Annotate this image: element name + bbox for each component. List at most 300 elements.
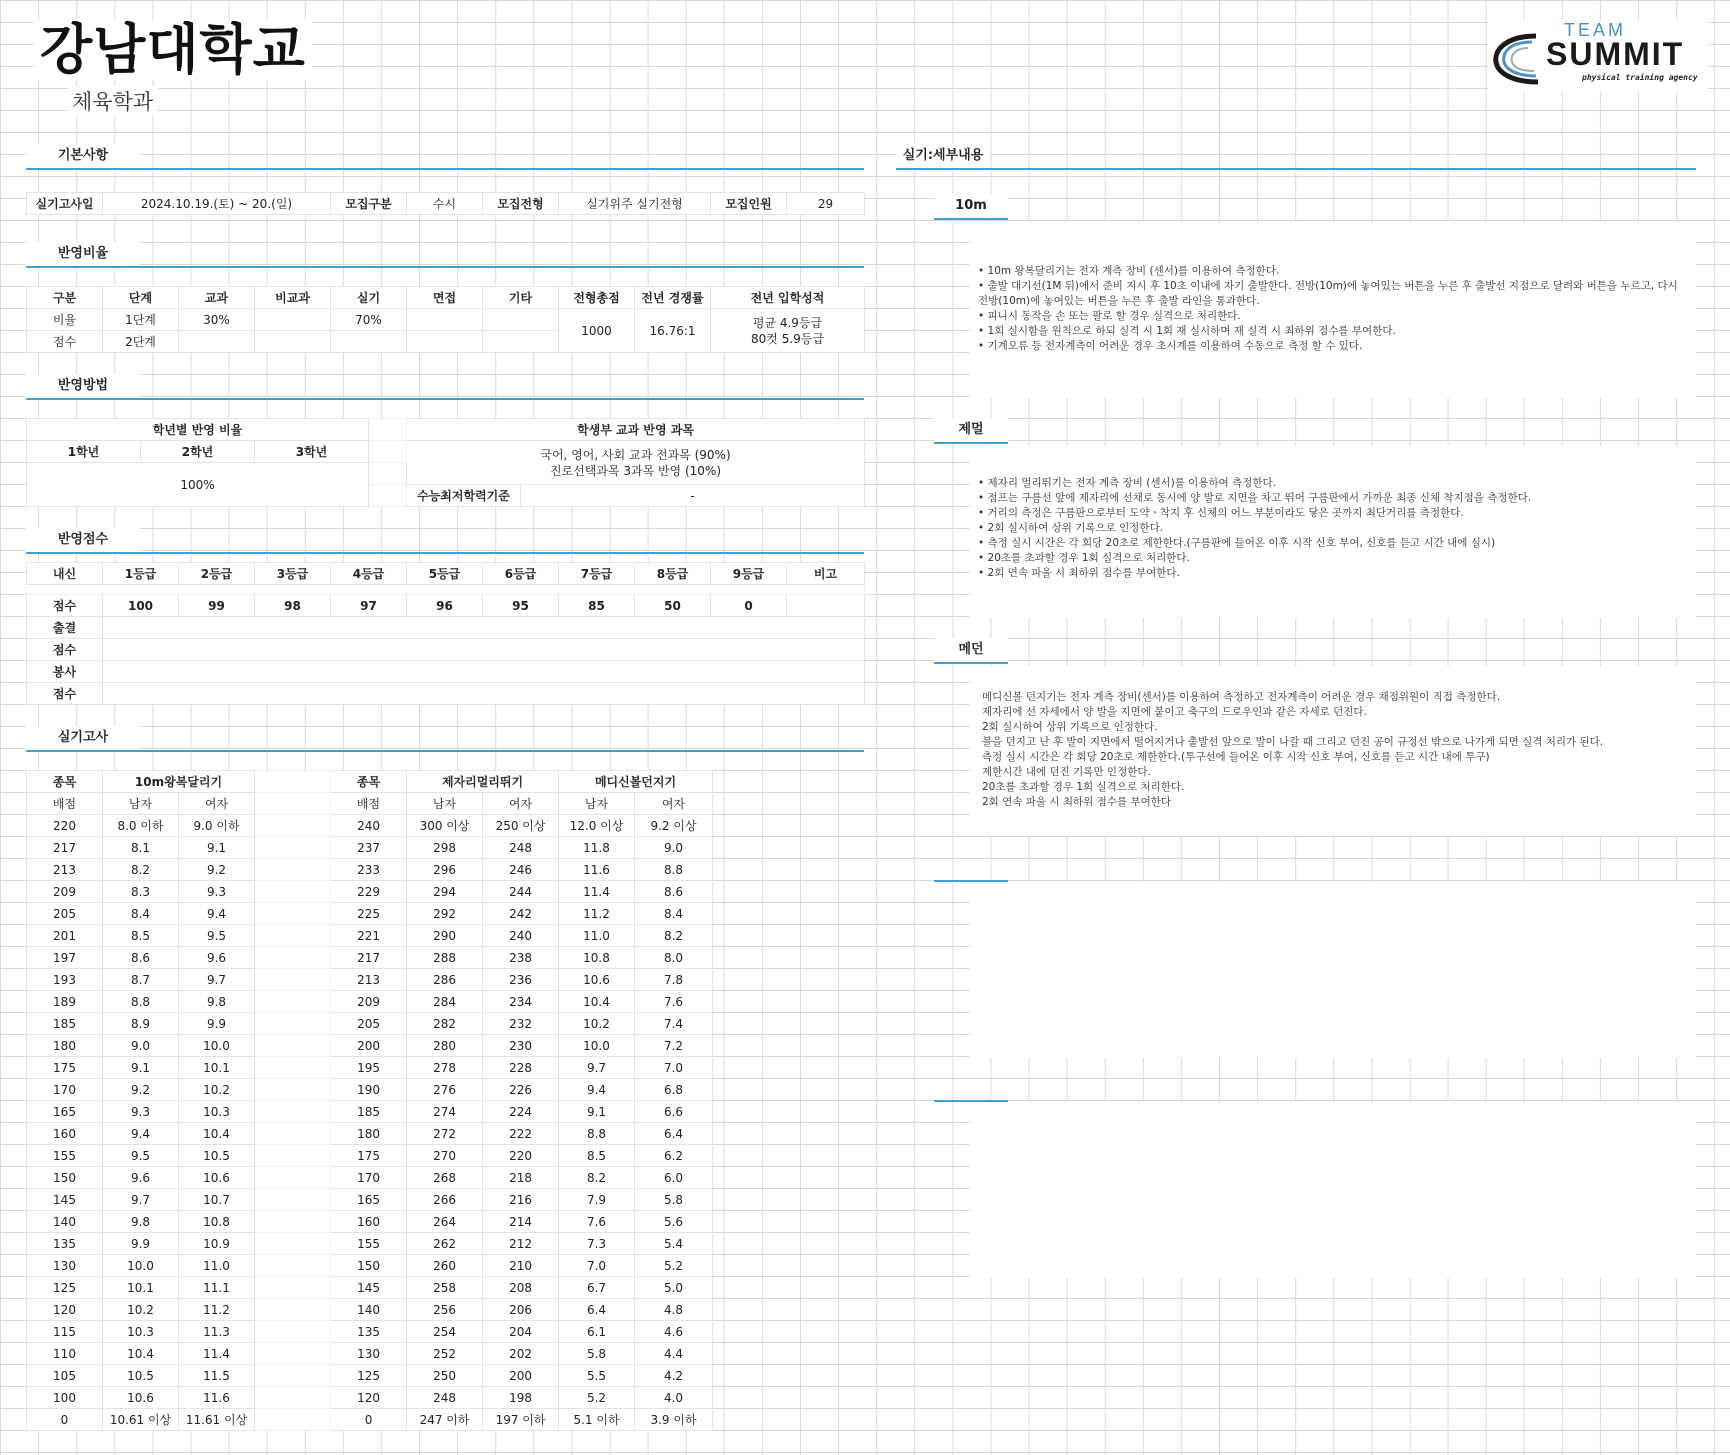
- practical-row: [27, 1035, 713, 1057]
- method-table: [26, 418, 865, 507]
- jump-male-cell: 252: [407, 1343, 483, 1365]
- ball-female-cell: 8.4: [635, 903, 713, 925]
- ball-male-cell: 7.0: [559, 1255, 635, 1277]
- jump-male-cell: 284: [407, 991, 483, 1013]
- section-score-header: 반영점수: [26, 528, 864, 554]
- run-score-cell: 217: [27, 837, 103, 859]
- section-basic-header: 기본사항: [26, 144, 864, 170]
- detail-line: • 측정 실시 시간은 각 회당 20초로 제한한다.(구름판에 들어온 이후 시작 신호 부여, 신호를 듣고 시간 내에 실시): [978, 537, 1496, 549]
- ball-male-cell: 11.4: [559, 881, 635, 903]
- run-score-cell: 135: [27, 1233, 103, 1255]
- jump-male-cell: 250: [407, 1365, 483, 1387]
- female-label: 여자: [635, 793, 713, 815]
- run-male-cell: 9.8: [103, 1211, 179, 1233]
- practical-row: [27, 991, 713, 1013]
- run-male-cell: 10.1: [103, 1277, 179, 1299]
- jump-ball-score-cell: 229: [331, 881, 407, 903]
- run-female-cell: 11.2: [179, 1299, 255, 1321]
- jump-male-cell: 280: [407, 1035, 483, 1057]
- jump-ball-score-cell: 233: [331, 859, 407, 881]
- male-label: 남자: [103, 793, 179, 815]
- run-female-cell: 11.1: [179, 1277, 255, 1299]
- detail-line: 측정 실시 시간은 각 회당 20초로 제한한다.(투구선에 들어온 이후 시작 신호 부여, 신호를 듣고 시간 내에 투구): [982, 751, 1490, 763]
- recruit-track-value: 실기위주 실기전형: [559, 193, 711, 215]
- ball-female-cell: 5.2: [635, 1255, 713, 1277]
- spacer-cell: [255, 925, 331, 947]
- jump-ball-score-cell: 140: [331, 1299, 407, 1321]
- score-header: 5등급: [407, 563, 483, 585]
- ratio-cell: 1단계: [103, 309, 179, 331]
- run-female-cell: 10.3: [179, 1101, 255, 1123]
- ball-male-cell: 10.2: [559, 1013, 635, 1035]
- run-male-cell: 9.4: [103, 1123, 179, 1145]
- jump-female-cell: 216: [483, 1189, 559, 1211]
- run-female-cell: 9.1: [179, 837, 255, 859]
- jump-ball-score-cell: 205: [331, 1013, 407, 1035]
- detail-run-text: [970, 222, 1696, 398]
- ratio-cell: 비율: [27, 309, 103, 331]
- ball-female-cell: 8.6: [635, 881, 713, 903]
- female-label: 여자: [179, 793, 255, 815]
- run-male-cell: 8.5: [103, 925, 179, 947]
- run-score-cell: 213: [27, 859, 103, 881]
- ratio-cell: 30%: [179, 309, 255, 331]
- ratio-cell: [179, 331, 255, 353]
- jump-female-cell: 214: [483, 1211, 559, 1233]
- jump-ball-score-cell: 185: [331, 1101, 407, 1123]
- detail-line: • 출발 대기선(1M 뒤)에서 준비 지시 후 10초 이내에 자기 출발한다. 전방(10m)에 놓여있는 버튼을 누른 후 출발선 지점으로 달려와 버튼을 누르고, 다시 전방(10m)에 놓여있는 버튼을 누른 후 출발 라인을 통과한다.: [978, 280, 1678, 307]
- ratio-header: 면접: [407, 287, 483, 309]
- ball-female-cell: 7.8: [635, 969, 713, 991]
- ball-female-cell: 7.0: [635, 1057, 713, 1079]
- score-value: 96: [407, 595, 483, 617]
- ratio-prev-score: 평균 4.9등급 80컷 5.9등급: [711, 309, 865, 353]
- ratio-cell: 점수: [27, 331, 103, 353]
- ball-female-cell: 4.4: [635, 1343, 713, 1365]
- spacer-cell: [255, 969, 331, 991]
- jump-male-cell: 248: [407, 1387, 483, 1409]
- ball-male-cell: 8.5: [559, 1145, 635, 1167]
- ball-male-cell: 10.0: [559, 1035, 635, 1057]
- practical-row: [27, 1343, 713, 1365]
- ball-female-cell: 9.2 이상: [635, 815, 713, 837]
- run-score-cell: 201: [27, 925, 103, 947]
- detail-jump-header: 제멀: [934, 418, 1008, 444]
- practical-row: [27, 1079, 713, 1101]
- score-header: 내신: [27, 563, 103, 585]
- practical-row: [27, 1189, 713, 1211]
- run-score-cell: 145: [27, 1189, 103, 1211]
- jump-female-cell: 250 이상: [483, 815, 559, 837]
- score-header: 6등급: [483, 563, 559, 585]
- jump-female-cell: 218: [483, 1167, 559, 1189]
- detail-line: 메디신볼 던지기는 전자 계측 장비(센서)를 이용하여 측정하고 전자계측이 어려운 경우 채점위원이 직접 측정한다.: [982, 691, 1501, 703]
- ball-female-cell: 7.4: [635, 1013, 713, 1035]
- ball-female-cell: 6.4: [635, 1123, 713, 1145]
- ball-female-cell: 5.4: [635, 1233, 713, 1255]
- event-label: 종목: [27, 771, 103, 793]
- ball-male-cell: 11.8: [559, 837, 635, 859]
- run-male-cell: 9.5: [103, 1145, 179, 1167]
- jump-female-cell: 232: [483, 1013, 559, 1035]
- ratio-cell: 2단계: [103, 331, 179, 353]
- ratio-cell: [483, 309, 559, 331]
- run-female-cell: 9.6: [179, 947, 255, 969]
- detail-line: • 점프는 구름선 앞에 제자리에 선채로 동시에 양 발로 지면을 차고 뛰어 구름판에서 가까운 최종 신체 착지점을 측정한다.: [978, 492, 1532, 504]
- ratio-header: 구분: [27, 287, 103, 309]
- jump-female-cell: 224: [483, 1101, 559, 1123]
- jump-ball-score-cell: 0: [331, 1409, 407, 1431]
- jump-male-cell: 256: [407, 1299, 483, 1321]
- run-score-cell: 0: [27, 1409, 103, 1431]
- spacer-cell: [255, 1387, 331, 1409]
- grade3-label: 3학년: [255, 441, 369, 463]
- ratio-cell: 70%: [331, 309, 407, 331]
- run-female-cell: 11.61 이상: [179, 1409, 255, 1431]
- jump-male-cell: 272: [407, 1123, 483, 1145]
- grade-ratio-value: 100%: [27, 463, 369, 507]
- jump-ball-score-cell: 160: [331, 1211, 407, 1233]
- spacer-cell: [255, 1409, 331, 1431]
- spacer-cell: [255, 1035, 331, 1057]
- jump-female-cell: 212: [483, 1233, 559, 1255]
- detail-line: 볼을 던지고 난 후 발이 지면에서 떨어지거나 출발선 앞으로 발이 나갈 때 그리고 던진 공이 규정선 밖으로 나가게 되면 실격 처리가 된다.: [982, 736, 1604, 748]
- practical-row: [27, 1013, 713, 1035]
- ball-male-cell: 8.2: [559, 1167, 635, 1189]
- jump-ball-score-cell: 237: [331, 837, 407, 859]
- jump-male-cell: 286: [407, 969, 483, 991]
- score-header: 3등급: [255, 563, 331, 585]
- spacer-cell: [255, 1101, 331, 1123]
- run-score-cell: 140: [27, 1211, 103, 1233]
- run-female-cell: 10.0: [179, 1035, 255, 1057]
- run-male-cell: 8.3: [103, 881, 179, 903]
- jump-female-cell: 238: [483, 947, 559, 969]
- practical-row: [27, 903, 713, 925]
- jump-ball-score-cell: 155: [331, 1233, 407, 1255]
- detail-line: • 20초를 초과할 경우 1회 실격으로 처리한다.: [978, 552, 1190, 564]
- ball-male-cell: 6.7: [559, 1277, 635, 1299]
- ball-male-cell: 11.0: [559, 925, 635, 947]
- run-score-cell: 185: [27, 1013, 103, 1035]
- detail-line: 2회 실시하여 상위 기록으로 인정한다.: [982, 721, 1158, 733]
- spacer-cell: [255, 1057, 331, 1079]
- ball-female-cell: 5.8: [635, 1189, 713, 1211]
- jump-female-cell: 204: [483, 1321, 559, 1343]
- spacer-cell: [255, 815, 331, 837]
- run-male-cell: 8.8: [103, 991, 179, 1013]
- event-label: 종목: [331, 771, 407, 793]
- score-extra-label: 출결: [27, 617, 103, 639]
- practical-row: [27, 1057, 713, 1079]
- practical-row: [27, 1409, 713, 1431]
- section-method-header: 반영방법: [26, 374, 864, 400]
- jump-ball-score-cell: 195: [331, 1057, 407, 1079]
- run-female-cell: 9.4: [179, 903, 255, 925]
- jump-ball-score-cell: 180: [331, 1123, 407, 1145]
- spacer-cell: [255, 1299, 331, 1321]
- jump-ball-score-cell: 225: [331, 903, 407, 925]
- detail-line: 2회 연속 파울 시 최하위 점수를 부여한다: [982, 796, 1171, 808]
- jump-male-cell: 247 이하: [407, 1409, 483, 1431]
- run-female-cell: 11.3: [179, 1321, 255, 1343]
- jump-male-cell: 290: [407, 925, 483, 947]
- recruit-type-value: 수시: [407, 193, 483, 215]
- detail-line: • 제자리 멀리뛰기는 전자 계측 장비 (센서)를 이용하여 측정한다.: [978, 477, 1276, 489]
- practical-row: [27, 1365, 713, 1387]
- spacer-cell: [255, 1123, 331, 1145]
- detail-line: • 2회 연속 파울 시 최하위 점수를 부여한다.: [978, 567, 1180, 579]
- jump-male-cell: 296: [407, 859, 483, 881]
- score-value: [787, 595, 865, 617]
- jump-ball-score-cell: 221: [331, 925, 407, 947]
- detail-line: 제한시간 내에 던진 기록만 인정한다.: [982, 766, 1151, 778]
- recruit-track-label: 모집전형: [483, 193, 559, 215]
- run-male-cell: 8.2: [103, 859, 179, 881]
- ratio-cell: [255, 331, 331, 353]
- team-summit-logo: [1488, 20, 1708, 92]
- run-female-cell: 10.9: [179, 1233, 255, 1255]
- practical-row: [27, 947, 713, 969]
- spacer-cell: [255, 1277, 331, 1299]
- practical-row: [27, 925, 713, 947]
- jump-female-cell: 234: [483, 991, 559, 1013]
- section-ratio-header: 반영비율: [26, 242, 864, 268]
- spacer-cell: [255, 1365, 331, 1387]
- event-ball-name: 메디신볼던지기: [559, 771, 713, 793]
- ratio-header: 전년 입학성적: [711, 287, 865, 309]
- run-female-cell: 9.3: [179, 881, 255, 903]
- run-female-cell: 9.8: [179, 991, 255, 1013]
- ball-female-cell: 6.0: [635, 1167, 713, 1189]
- subjects-value: 국어, 영어, 사회 교과 전과목 (90%) 진로선택과목 3과목 반영 (10%): [407, 441, 865, 485]
- run-score-cell: 125: [27, 1277, 103, 1299]
- ratio-header: 교과: [179, 287, 255, 309]
- practical-row: [27, 1145, 713, 1167]
- jump-female-cell: 197 이하: [483, 1409, 559, 1431]
- jump-male-cell: 282: [407, 1013, 483, 1035]
- run-score-cell: 120: [27, 1299, 103, 1321]
- spacer-cell: [255, 1233, 331, 1255]
- run-female-cell: 9.0 이하: [179, 815, 255, 837]
- ball-male-cell: 11.6: [559, 859, 635, 881]
- jump-female-cell: 230: [483, 1035, 559, 1057]
- run-female-cell: 10.7: [179, 1189, 255, 1211]
- jump-male-cell: 258: [407, 1277, 483, 1299]
- logo-summit-text: SUMMIT: [1546, 36, 1685, 72]
- quota-label: 모집인원: [711, 193, 787, 215]
- score-value: 95: [483, 595, 559, 617]
- score-header: 1등급: [103, 563, 179, 585]
- jump-male-cell: 300 이상: [407, 815, 483, 837]
- ball-female-cell: 6.2: [635, 1145, 713, 1167]
- ball-female-cell: 5.6: [635, 1211, 713, 1233]
- run-score-cell: 205: [27, 903, 103, 925]
- ratio-header: 실기: [331, 287, 407, 309]
- detail-empty-block: [970, 1102, 1696, 1278]
- ratio-total: 1000: [559, 309, 635, 353]
- detail-line: • 기계오류 등 전자계측이 어려운 경우 초시계를 이용하여 수동으로 측정 할 수 있다.: [978, 340, 1363, 352]
- exam-date-value: 2024.10.19.(토) ~ 20.(일): [103, 193, 331, 215]
- run-male-cell: 9.7: [103, 1189, 179, 1211]
- run-score-cell: 193: [27, 969, 103, 991]
- male-label: 남자: [559, 793, 635, 815]
- run-female-cell: 10.4: [179, 1123, 255, 1145]
- score-extra-label: 점수: [27, 683, 103, 705]
- run-female-cell: 10.6: [179, 1167, 255, 1189]
- score-value: 98: [255, 595, 331, 617]
- ball-male-cell: 10.4: [559, 991, 635, 1013]
- jump-ball-score-cell: 125: [331, 1365, 407, 1387]
- csat-value: -: [521, 485, 865, 507]
- ball-female-cell: 3.9 이하: [635, 1409, 713, 1431]
- run-score-cell: 209: [27, 881, 103, 903]
- jump-male-cell: 294: [407, 881, 483, 903]
- ball-female-cell: 4.0: [635, 1387, 713, 1409]
- practical-row: [27, 1387, 713, 1409]
- jump-female-cell: 210: [483, 1255, 559, 1277]
- ratio-cell: [331, 331, 407, 353]
- run-score-cell: 175: [27, 1057, 103, 1079]
- detail-empty-block: [970, 882, 1696, 1058]
- ball-male-cell: 6.4: [559, 1299, 635, 1321]
- ratio-competition: 16.76:1: [635, 309, 711, 353]
- jump-male-cell: 268: [407, 1167, 483, 1189]
- run-female-cell: 10.5: [179, 1145, 255, 1167]
- jump-ball-score-cell: 175: [331, 1145, 407, 1167]
- ratio-header: 전형총점: [559, 287, 635, 309]
- run-score-cell: 165: [27, 1101, 103, 1123]
- ball-male-cell: 7.3: [559, 1233, 635, 1255]
- ball-female-cell: 6.6: [635, 1101, 713, 1123]
- practical-row: [27, 815, 713, 837]
- run-male-cell: 10.6: [103, 1387, 179, 1409]
- jump-ball-score-cell: 135: [331, 1321, 407, 1343]
- score-extra-label: 점수: [27, 639, 103, 661]
- practical-row: [27, 1233, 713, 1255]
- score-value: 85: [559, 595, 635, 617]
- ball-male-cell: 12.0 이상: [559, 815, 635, 837]
- jump-female-cell: 220: [483, 1145, 559, 1167]
- jump-female-cell: 222: [483, 1123, 559, 1145]
- run-score-cell: 160: [27, 1123, 103, 1145]
- spacer-cell: [255, 1013, 331, 1035]
- run-male-cell: 8.4: [103, 903, 179, 925]
- practical-row: [27, 1101, 713, 1123]
- jump-female-cell: 228: [483, 1057, 559, 1079]
- jump-ball-score-cell: 145: [331, 1277, 407, 1299]
- score-value: 97: [331, 595, 407, 617]
- run-score-cell: 155: [27, 1145, 103, 1167]
- ball-female-cell: 8.0: [635, 947, 713, 969]
- score-header: 9등급: [711, 563, 787, 585]
- basic-info-table: [26, 192, 865, 215]
- jump-ball-score-cell: 209: [331, 991, 407, 1013]
- spacer-cell: [255, 1255, 331, 1277]
- ratio-table: [26, 286, 865, 353]
- run-score-cell: 220: [27, 815, 103, 837]
- ball-male-cell: 10.8: [559, 947, 635, 969]
- detail-line: • 10m 왕복달리기는 전자 계측 장비 (센서)를 이용하여 측정한다.: [978, 265, 1280, 277]
- quota-value: 29: [787, 193, 865, 215]
- jump-female-cell: 198: [483, 1387, 559, 1409]
- run-male-cell: 8.6: [103, 947, 179, 969]
- run-score-cell: 150: [27, 1167, 103, 1189]
- run-female-cell: 10.2: [179, 1079, 255, 1101]
- ball-male-cell: 6.1: [559, 1321, 635, 1343]
- run-score-cell: 197: [27, 947, 103, 969]
- practical-row: [27, 1277, 713, 1299]
- run-female-cell: 9.2: [179, 859, 255, 881]
- jump-ball-score-cell: 165: [331, 1189, 407, 1211]
- jump-male-cell: 262: [407, 1233, 483, 1255]
- jump-female-cell: 206: [483, 1299, 559, 1321]
- ball-male-cell: 9.1: [559, 1101, 635, 1123]
- score-header: 4등급: [331, 563, 407, 585]
- practical-row: [27, 1123, 713, 1145]
- jump-ball-score-cell: 190: [331, 1079, 407, 1101]
- jump-female-cell: 244: [483, 881, 559, 903]
- jump-ball-score-cell: 130: [331, 1343, 407, 1365]
- jump-ball-score-cell: 240: [331, 815, 407, 837]
- practical-row: [27, 1255, 713, 1277]
- ball-male-cell: 10.6: [559, 969, 635, 991]
- jump-male-cell: 288: [407, 947, 483, 969]
- spacer-cell: [255, 903, 331, 925]
- run-score-cell: 130: [27, 1255, 103, 1277]
- practical-row: [27, 1321, 713, 1343]
- detail-ball-text: [970, 666, 1696, 836]
- practical-row: [27, 1299, 713, 1321]
- jump-ball-score-cell: 200: [331, 1035, 407, 1057]
- jump-female-cell: 200: [483, 1365, 559, 1387]
- score-col-label: 배점: [27, 793, 103, 815]
- run-male-cell: 10.3: [103, 1321, 179, 1343]
- jump-female-cell: 240: [483, 925, 559, 947]
- spacer-cell: [255, 859, 331, 881]
- jump-female-cell: 246: [483, 859, 559, 881]
- ball-male-cell: 7.6: [559, 1211, 635, 1233]
- detail-ball-header: 메던: [934, 638, 1008, 664]
- spacer-cell: [255, 1321, 331, 1343]
- spacer-cell: [255, 947, 331, 969]
- jump-female-cell: 236: [483, 969, 559, 991]
- grade1-label: 1학년: [27, 441, 141, 463]
- logo-team-text: TEAM: [1564, 20, 1627, 40]
- jump-male-cell: 266: [407, 1189, 483, 1211]
- spacer-cell: [255, 991, 331, 1013]
- ball-female-cell: 7.2: [635, 1035, 713, 1057]
- ball-male-cell: 5.5: [559, 1365, 635, 1387]
- jump-female-cell: 202: [483, 1343, 559, 1365]
- practical-row: [27, 859, 713, 881]
- practical-row: [27, 969, 713, 991]
- detail-jump-text: [970, 446, 1696, 618]
- page-title: 강남대학교: [34, 20, 312, 80]
- detail-line: • 피니시 동작을 손 또는 팔로 할 경우 실격으로 처리한다.: [978, 310, 1241, 322]
- ball-male-cell: 5.1 이하: [559, 1409, 635, 1431]
- logo-tagline: physical training agency: [1582, 73, 1698, 82]
- run-male-cell: 10.5: [103, 1365, 179, 1387]
- run-female-cell: 11.5: [179, 1365, 255, 1387]
- grade-ratio-label: 학년별 반영 비율: [27, 419, 369, 441]
- event-jump-name: 제자리멀리뛰기: [407, 771, 559, 793]
- jump-ball-score-cell: 213: [331, 969, 407, 991]
- run-female-cell: 9.9: [179, 1013, 255, 1035]
- run-female-cell: 11.6: [179, 1387, 255, 1409]
- ratio-cell: [407, 309, 483, 331]
- run-male-cell: 8.1: [103, 837, 179, 859]
